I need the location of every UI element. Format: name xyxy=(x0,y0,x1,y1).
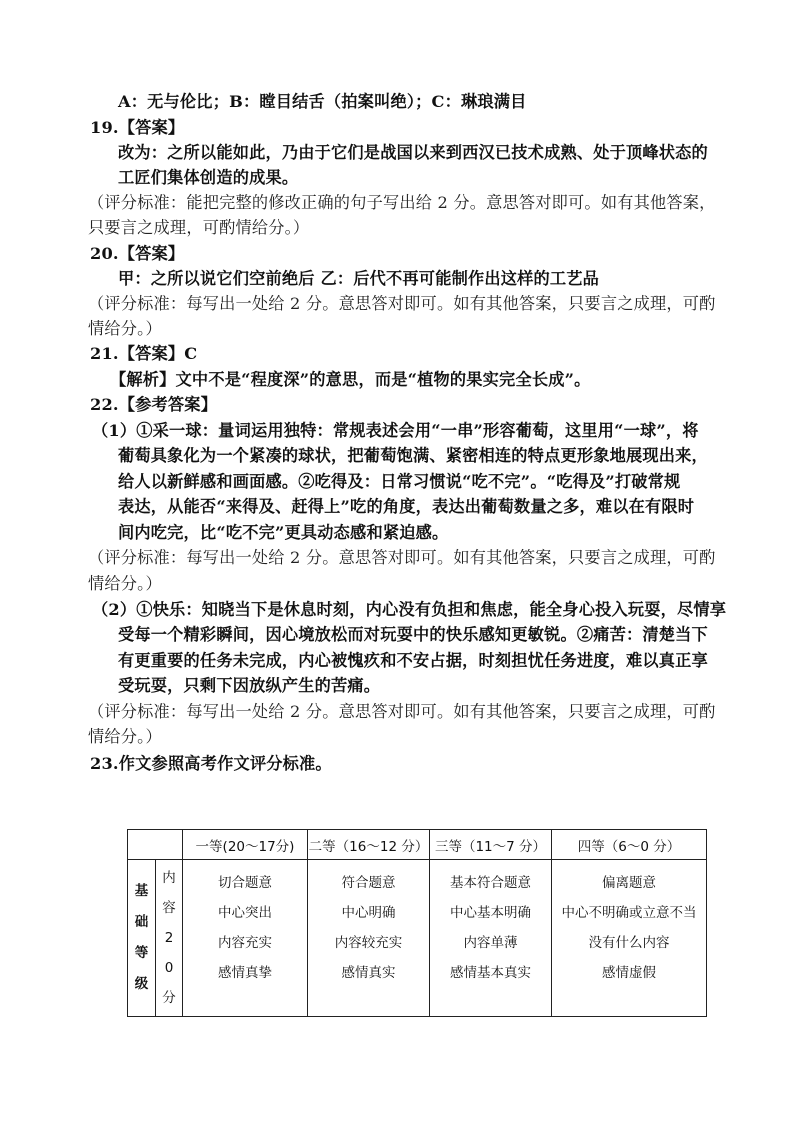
essay-scoring-table xyxy=(127,829,707,1017)
q22-answer-line: 葡萄具象化为一个紧凑的球状，把葡萄饱满、紧密相连的特点更形象地展现出来， xyxy=(118,446,708,465)
q22-answer-line: 有更重要的任务未完成，内心被愧疚和不安占据，时刻担忧任务进度，难以真正享 xyxy=(118,651,708,670)
grade-1-header: 一等(20～17分) xyxy=(183,830,308,860)
q19-answer-line: 工匠们集体创造的成果。 xyxy=(118,168,299,187)
basic-level-label: 基 础 等 级 xyxy=(128,860,156,1017)
q20-answer-line: 甲：之所以说它们空前绝后 乙：后代不再可能制作出这样的工艺品 xyxy=(118,269,600,288)
q22-answer-line: （2）①快乐：知晓当下是休息时刻，内心没有负担和焦虑，能全身心投入玩耍，尽情享 xyxy=(92,600,727,619)
grade-1-criteria: 切合题意 中心突出 内容充实 感情真挚 xyxy=(183,860,308,1017)
content-20-label: 内 容 2 0 分 xyxy=(156,860,183,1017)
q23-heading: 23.作文参照高考作文评分标准。 xyxy=(90,754,332,773)
q22-scoring-line: （评分标准：每写出一处给 2 分。意思答对即可。如有其他答案，只要言之成理，可酌 xyxy=(88,702,716,721)
q20-scoring-line: （评分标准：每写出一处给 2 分。意思答对即可。如有其他答案，只要言之成理，可酌 xyxy=(88,294,716,313)
q18-answer-line: A：无与伦比；B：瞠目结舌（拍案叫绝）；C：琳琅满目 xyxy=(118,92,527,111)
q22-scoring-line: （评分标准：每写出一处给 2 分。意思答对即可。如有其他答案，只要言之成理，可酌 xyxy=(88,548,716,567)
q19-scoring-line: （评分标准：能把完整的修改正确的句子写出给 2 分。意思答对即可。如有其他答案， xyxy=(88,193,716,212)
q19-heading: 19.【答案】 xyxy=(90,118,185,137)
grade-3-header: 三等（11～7 分） xyxy=(430,830,552,860)
q20-scoring-line: 情给分。） xyxy=(88,319,162,338)
q21-analysis-line: 【解析】文中不是“程度深”的意思，而是“植物的果实完全长成”。 xyxy=(110,370,591,389)
grade-2-criteria: 符合题意 中心明确 内容较充实 感情真实 xyxy=(308,860,430,1017)
table-header-row xyxy=(128,830,707,860)
q22-scoring-line: 情给分。） xyxy=(88,727,162,746)
grade-4-criteria: 偏离题意 中心不明确或立意不当 没有什么内容 感情虚假 xyxy=(552,860,707,1017)
grade-4-header: 四等（6～0 分） xyxy=(552,830,707,860)
q22-heading: 22.【参考答案】 xyxy=(90,395,218,414)
q22-answer-line: 间内吃完，比“吃不完”更具动态感和紧迫感。 xyxy=(118,523,449,542)
q22-answer-line: 受每一个精彩瞬间，因心境放松而对玩耍中的快乐感知更敏锐。②痛苦：清楚当下 xyxy=(118,625,708,644)
q19-scoring-line: 只要言之成理，可酌情给分。） xyxy=(88,218,310,237)
q22-answer-line: 受玩耍，只剩下因放纵产生的苦痛。 xyxy=(118,676,381,695)
q19-answer-line: 改为：之所以能如此，乃由于它们是战国以来到西汉已技术成熟、处于顶峰状态的 xyxy=(118,143,708,162)
table-row xyxy=(128,860,707,1017)
q22-answer-line: 给人以新鲜感和画面感。②吃得及：日常习惯说“吃不完”。“吃得及”打破常规 xyxy=(118,472,681,491)
grade-2-header: 二等（16～12 分） xyxy=(308,830,430,860)
q22-scoring-line: 情给分。） xyxy=(88,574,162,593)
q22-answer-line: 表达，从能否“来得及、赶得上”吃的角度，表达出葡萄数量之多，难以在有限时 xyxy=(118,497,695,516)
grade-3-criteria: 基本符合题意 中心基本明确 内容单薄 感情基本真实 xyxy=(430,860,552,1017)
q22-answer-line: （1）①采一球：量词运用独特：常规表述会用“一串”形容葡萄，这里用“一球”，将 xyxy=(92,421,699,440)
table-corner-cell xyxy=(128,830,183,860)
q21-heading: 21.【答案】C xyxy=(90,344,198,363)
q20-heading: 20.【答案】 xyxy=(90,244,185,263)
